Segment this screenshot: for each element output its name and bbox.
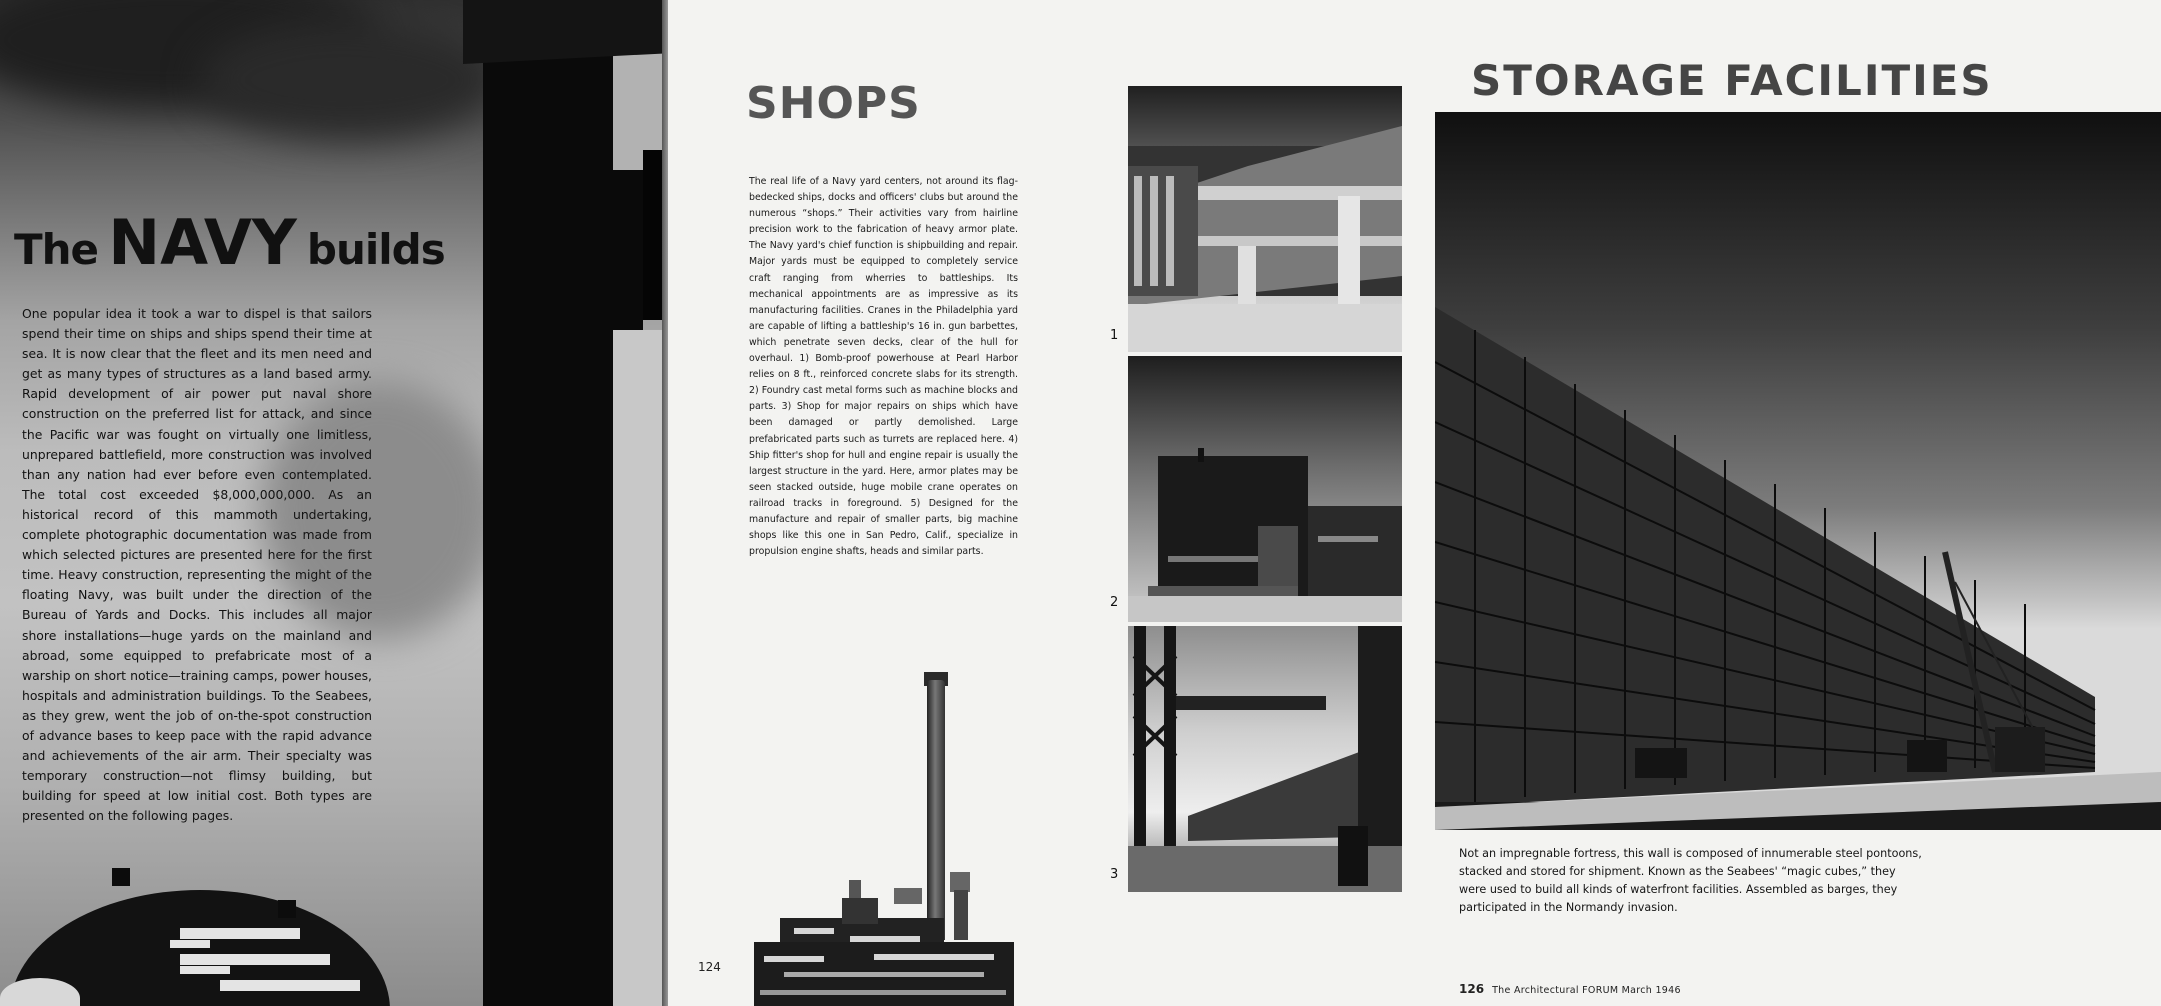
- tower-structure: [463, 0, 662, 1006]
- shop-photo-1: [1128, 86, 1402, 352]
- sky-cloud: [200, 20, 500, 140]
- magazine-credit: The Architectural FORUM March 1946: [1492, 985, 1681, 996]
- photo-label-3: 3: [1110, 867, 1119, 882]
- intro-text: One popular idea it took a war to dispel is that sailors spend their time on ships and ships spend their time at sea. It is now clear that the fleet and its men need and get as many types of structures as a land based army. Rapid development of air power put naval shore construction on the preferred list for attack, and since the Pacific war was fought on virtually one limitless, unprepared battlefield, more construction was involved than any nation had ever before even contemplated. The total cost exceeded $8,000,000,000. As an historical record of this mammoth undertaking, complete photographic documentation was made from which selected pictures are presented here for the first time. Heavy construction, representing the might of the floating Navy, was built under the direction of the Bureau of Yards and Docks. This includes all major shore installations—huge yards on the mainland and abroad, some equipped to prefabricate most of a warship on short notice—training camps, power houses, hospitals and administration buildings. To the Seabees, as they grew, went the job of on-the-spot construction of advance bases to keep pace with the rapid advance and achievements of the air arm. Their specialty was temporary construction—not flimsy building, but building for speed at low initial cost. Both types are presented on the following pages.: [22, 306, 372, 824]
- shop-photo-3: [1128, 626, 1402, 892]
- page-number-124: 124: [698, 960, 721, 974]
- photo-label-2: 2: [1110, 595, 1119, 610]
- title-word-builds: builds: [306, 225, 445, 274]
- middle-page: [668, 0, 1431, 1006]
- page-footer: [1459, 982, 1681, 996]
- shops-text: The real life of a Navy yard centers, not around its flag-bedecked ships, docks and officers' clubs but around the numerous “shops.” Their activities vary from hairline precision work to the fabrication of heavy armor plate. The Navy yard's chief function is shipbuilding and repair. Major yards must be equipped to completely service craft ranging from wherries to battleships. Its mechanical appointments are as impressive as its manufacturing facilities. Cranes in the Philadelphia yard are capable of lifting a battleship's 16 in. gun barbettes, which penetrate seven decks, clear of the hull for overhaul. 1) Bomb-proof powerhouse at Pearl Harbor relies on 8 ft., reinforced concrete slabs for its strength. 2) Foundry cast metal forms such as machine blocks and parts. 3) Shop for major repairs on ships which have been damaged or partly demolished. Large prefabricated parts such as turrets are replaced here. 4) Ship fitter's shop for hull and engine repair is usually the largest structure in the yard. Here, armor plates may be seen stacked outside, huge mobile crane operates on railroad tracks in foreground. 5) Designed for the manufacture and repair of smaller parts, big machine shops like this one in San Pedro, Calif., specialize in propulsion engine shafts, heads and similar parts.: [749, 176, 1018, 558]
- left-page: [0, 0, 662, 1006]
- pontoon-wall-photo: [1435, 112, 2161, 830]
- storage-caption: Not an impregnable fortress, this wall is composed of innumerable steel pontoons, stacked and stored for shipment. Known as the Seabees' “magic cubes,” they were used to build all kinds of waterfront facilities. Assembled as barges, they participated in the Normandy invasion.: [1459, 847, 1922, 914]
- shop-photo-2: [1128, 356, 1402, 622]
- photo-label-1: 1: [1110, 328, 1119, 343]
- hangar-building: [0, 868, 400, 1006]
- title-word-navy: NAVY: [108, 206, 297, 279]
- title-word-the: The: [14, 225, 99, 274]
- section-title-shops: SHOPS: [746, 78, 921, 129]
- section-title-storage: STORAGE FACILITIES: [1471, 56, 1993, 105]
- page-number-126: 126: [1459, 982, 1485, 996]
- article-title: [14, 206, 445, 279]
- right-page: [1431, 0, 2161, 1006]
- powerhouse-photo: [754, 672, 1014, 1006]
